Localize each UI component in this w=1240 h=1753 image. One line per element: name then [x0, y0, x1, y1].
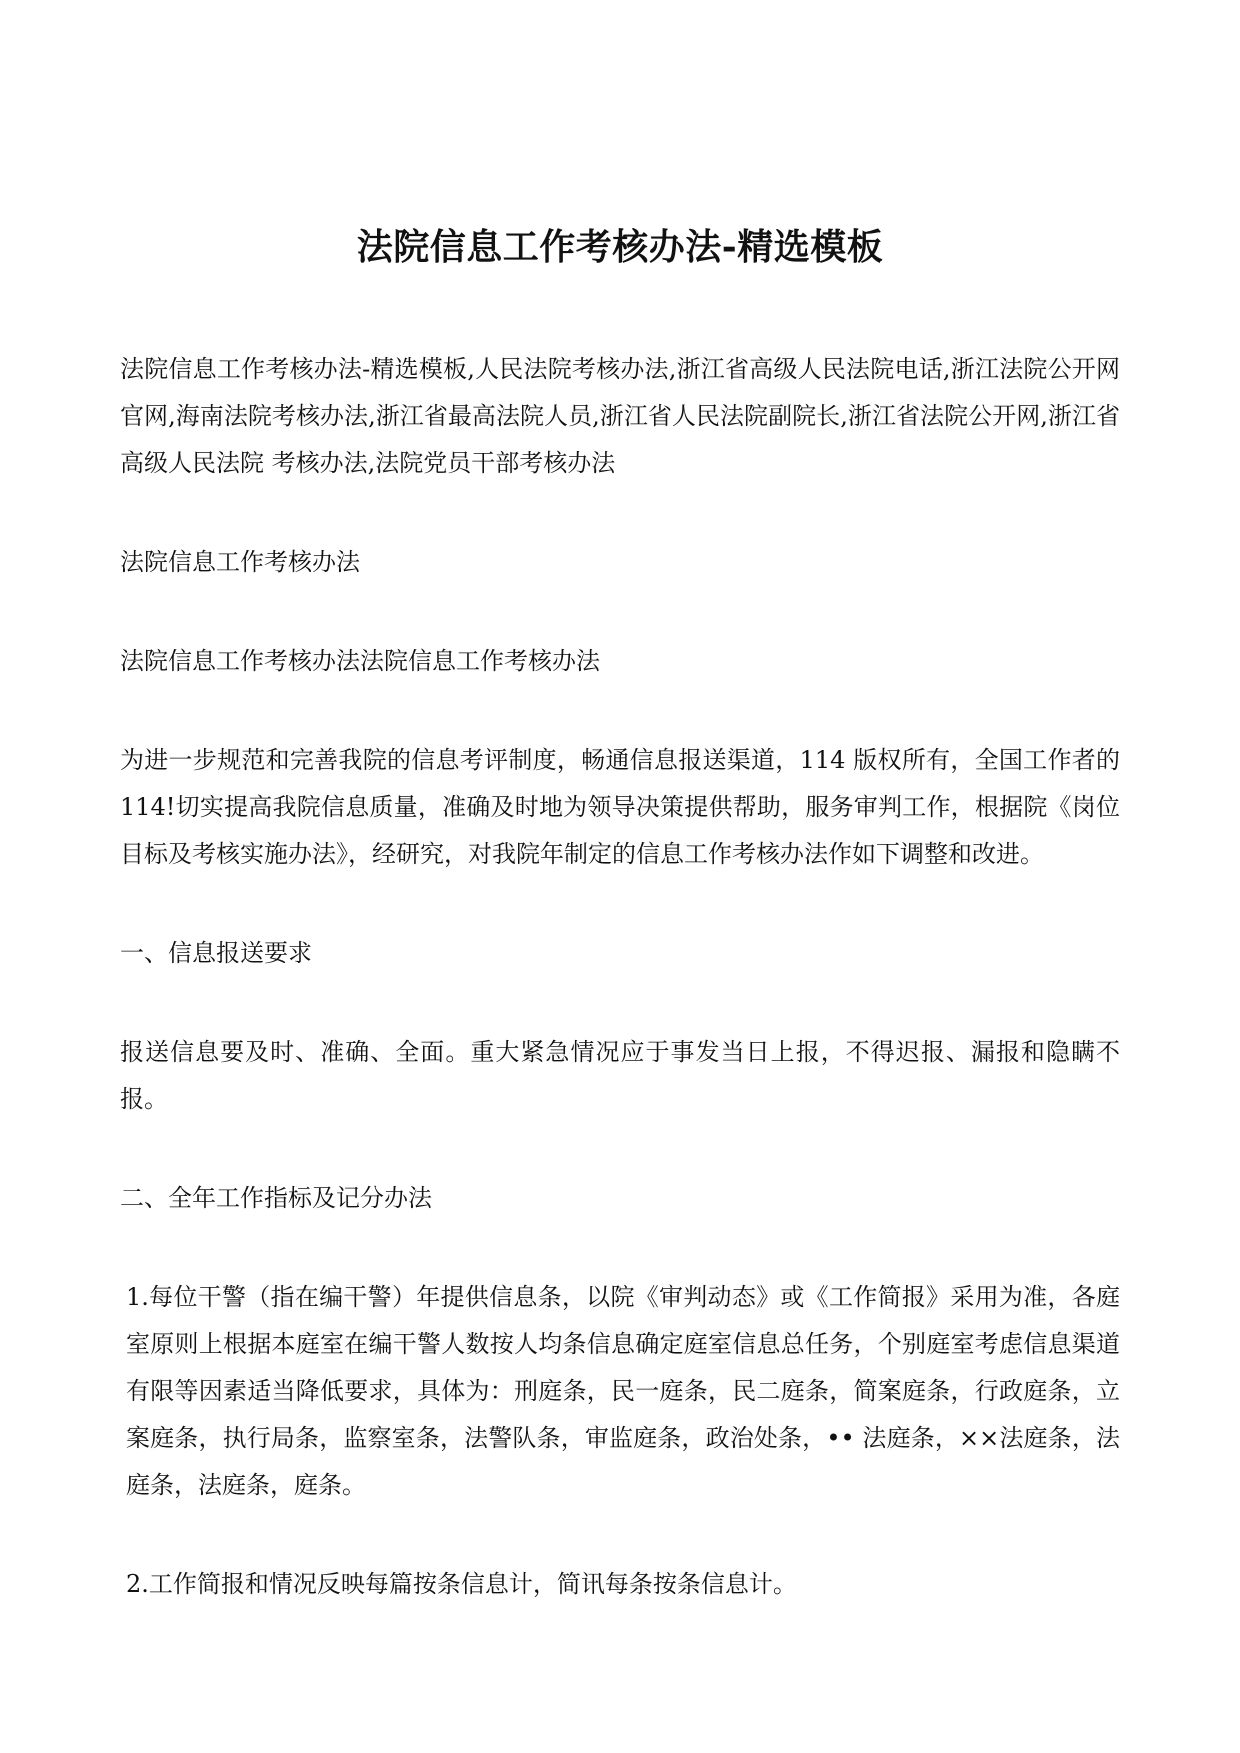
- intro-paragraph: 为进一步规范和完善我院的信息考评制度，畅通信息报送渠道，114 版权所有，全国工作者的 114!切实提高我院信息质量，准确及时地为领导决策提供帮助，服务审判工作，根据院《岗位目标及考核实施办法》，经研究，对我院年制定的信息工作考核办法作如下调整和改进。: [120, 746, 1120, 868]
- document-title: 法院信息工作考核办法-精选模板: [356, 226, 884, 268]
- subtitle-paragraph: 法院信息工作考核办法: [120, 548, 360, 576]
- section-1-paragraph: 报送信息要及时、准确、全面。重大紧急情况应于事发当日上报，不得迟报、漏报和隐瞒不报。: [120, 1038, 1120, 1113]
- document-body: [120, 346, 1120, 1660]
- item-2-paragraph: 2.工作简报和情况反映每篇按条信息计，简讯每条按条信息计。: [126, 1570, 797, 1598]
- repeated-title-paragraph: 法院信息工作考核办法法院信息工作考核办法: [120, 647, 600, 675]
- section-heading-1: 一、信息报送要求: [120, 939, 312, 967]
- item-1-paragraph: 1.每位干警（指在编干警）年提供信息条，以院《审判动态》或《工作简报》采用为准，各庭室原则上根据本庭室在编干警人数按人均条信息确定庭室信息总任务，个别庭室考虑信息渠道有限等因素适当降低要求，具体为：刑庭条，民一庭条，民二庭条，简案庭条，行政庭条，立案庭条，执行局条，监察室条，法警队条，审监庭条，政治处条，•• 法庭条，××法庭条，法庭条，法庭条，庭条。: [126, 1283, 1120, 1499]
- keywords-paragraph: 法院信息工作考核办法-精选模板,人民法院考核办法,浙江省高级人民法院电话,浙江法院公开网官网,海南法院考核办法,浙江省最高法院人员,浙江省人民法院副院长,浙江省法院公开网,浙江省高级人民法院 考核办法,法院党员干部考核办法: [120, 355, 1120, 477]
- section-heading-2: 二、全年工作指标及记分办法: [120, 1184, 432, 1212]
